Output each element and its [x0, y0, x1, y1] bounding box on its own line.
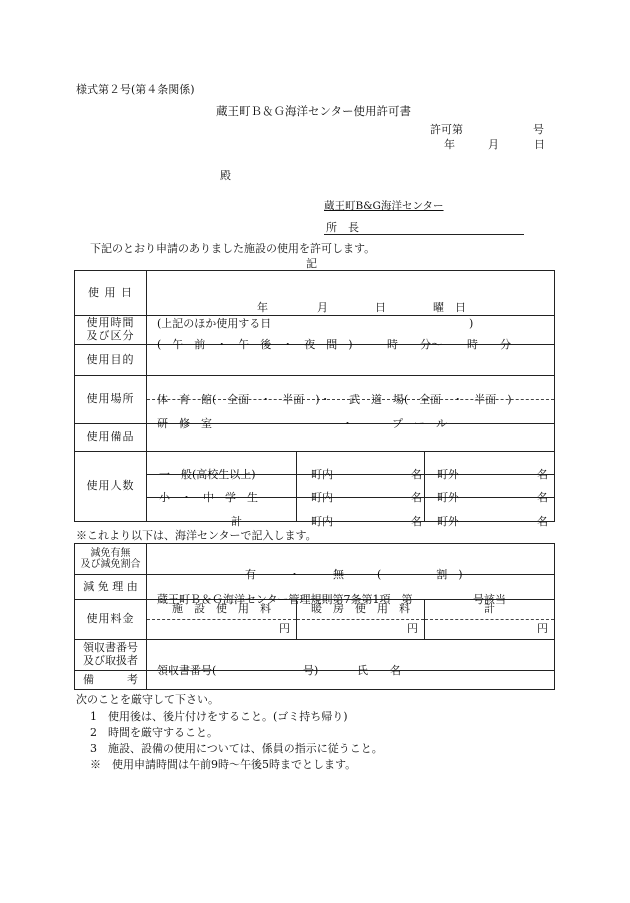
rule-item-note: ※ 使用申請時間は午前9時～午後5時までとします。 [90, 758, 357, 771]
center-table [74, 543, 555, 690]
rule-item-1: 1 使用後は、後片付けをすること。(ゴミ持ち帰り) [90, 710, 348, 723]
use-date-month: 月 [317, 301, 328, 314]
place-row2-dot: ・ [342, 416, 353, 430]
other-days-close: ) [469, 317, 474, 330]
time-from: 時 分～ [387, 338, 442, 351]
purpose-label: 使用目的 [75, 345, 147, 376]
reduction-cell[interactable] [147, 544, 555, 581]
place-seminar-room: 研 修 室 [157, 416, 212, 430]
rule-item-3: 3 施設、設備の使用については、係員の指示に従うこと。 [90, 742, 383, 755]
time-to: 時 分 [467, 338, 511, 351]
fee-facility-yen[interactable]: 円 [147, 620, 297, 640]
handler-name-label: 氏 名 [357, 664, 401, 677]
people-category-total: 計 [147, 498, 297, 522]
people-general-town-out[interactable]: 町外 名 [425, 452, 555, 475]
people-category-students: 小 ・ 中 学 生 [147, 475, 297, 498]
place-gym: 体 育 館( 全面 ・ 半面 )・ [157, 392, 331, 406]
people-label: 使用人数 [75, 452, 147, 522]
fee-total-header: 計 [425, 600, 555, 620]
time-slots: ( 午 前 ・ 午 後 ・ 夜 間 ) [157, 338, 353, 351]
ki-label: 記 [306, 257, 317, 270]
other-days-label: (上記のほか使用する日 [157, 317, 272, 330]
intro-text: 下記のとおり申請のありました施設の使用を許可します。 [90, 242, 376, 255]
fee-label: 使用料金 [75, 600, 147, 640]
fee-heating-header: 暖 房 使 用 料 [297, 600, 425, 620]
place-row-1[interactable] [147, 376, 555, 406]
issue-date-year: 年 [444, 138, 455, 151]
place-dojo: 武 道 場( 全面 ・ 半面 ) [349, 392, 512, 406]
place-pool: プ ー ル [392, 416, 447, 430]
reduction-reason-label: 減 免 理 由 [75, 575, 147, 600]
receipt-number-close: 号) [303, 664, 319, 677]
use-time-label: 使用時間 及び区分 [75, 316, 147, 345]
reduction-value: 有 ・ 無 ( 割 ) [245, 568, 463, 581]
remarks-label: 備 考 [75, 671, 147, 690]
fee-heating-yen[interactable]: 円 [297, 620, 425, 640]
people-general-town-in[interactable]: 町内 名 [297, 452, 425, 475]
center-note: ※これより以下は、海洋センターで記入します。 [76, 529, 317, 542]
receipt-label: 領収書番号 及び取扱者 [75, 640, 147, 671]
equipment-label: 使用備品 [75, 424, 147, 452]
document-title: 蔵王町Ｂ＆Ｇ海洋センター使用許可書 [216, 104, 412, 118]
form-number: 様式第２号(第４条関係) [76, 83, 195, 96]
permit-no-suffix: 号 [533, 123, 544, 136]
place-label: 使用場所 [75, 376, 147, 424]
reduction-reason-value: 蔵王町Ｂ＆Ｇ海洋センター管理規則第7条第1項 第 [157, 593, 413, 606]
reduction-label: 減免有無 及び減免割合 [75, 544, 147, 575]
use-date-day: 日 [375, 301, 386, 314]
permit-no-prefix: 許可第 [430, 123, 463, 136]
people-total-town-out[interactable]: 町外 名 [425, 498, 555, 522]
use-date-weekday: 曜 日 [433, 301, 466, 314]
fee-facility-header: 施 設 使 用 料 [147, 600, 297, 620]
issuer-signature-line [324, 234, 524, 235]
people-students-town-in[interactable]: 町内 名 [297, 475, 425, 498]
people-total-town-in[interactable]: 町内 名 [297, 498, 425, 522]
issuer-title: 所 長 [326, 221, 359, 234]
people-category-general: 一 般(高校生以上) [147, 452, 297, 475]
fee-total-yen[interactable]: 円 [425, 620, 555, 640]
issue-date-month: 月 [488, 138, 499, 151]
use-date-label: 使 用 日 [75, 271, 147, 316]
issuer-org: 蔵王町B&G海洋センター [324, 200, 444, 212]
people-students-town-out[interactable]: 町外 名 [425, 475, 555, 498]
receipt-number-label: 領収書番号( [157, 664, 217, 677]
use-date-cell[interactable] [147, 271, 555, 330]
reduction-reason-suffix: 号該当 [473, 593, 506, 606]
issue-date-day: 日 [534, 138, 545, 151]
rules-intro: 次のことを厳守して下さい。 [76, 693, 219, 706]
addressee-suffix: 殿 [220, 169, 231, 182]
receipt-cell[interactable] [147, 640, 555, 677]
rule-item-2: 2 時間を厳守すること。 [90, 726, 218, 739]
application-table [74, 270, 555, 528]
use-date-year: 年 [257, 301, 268, 314]
